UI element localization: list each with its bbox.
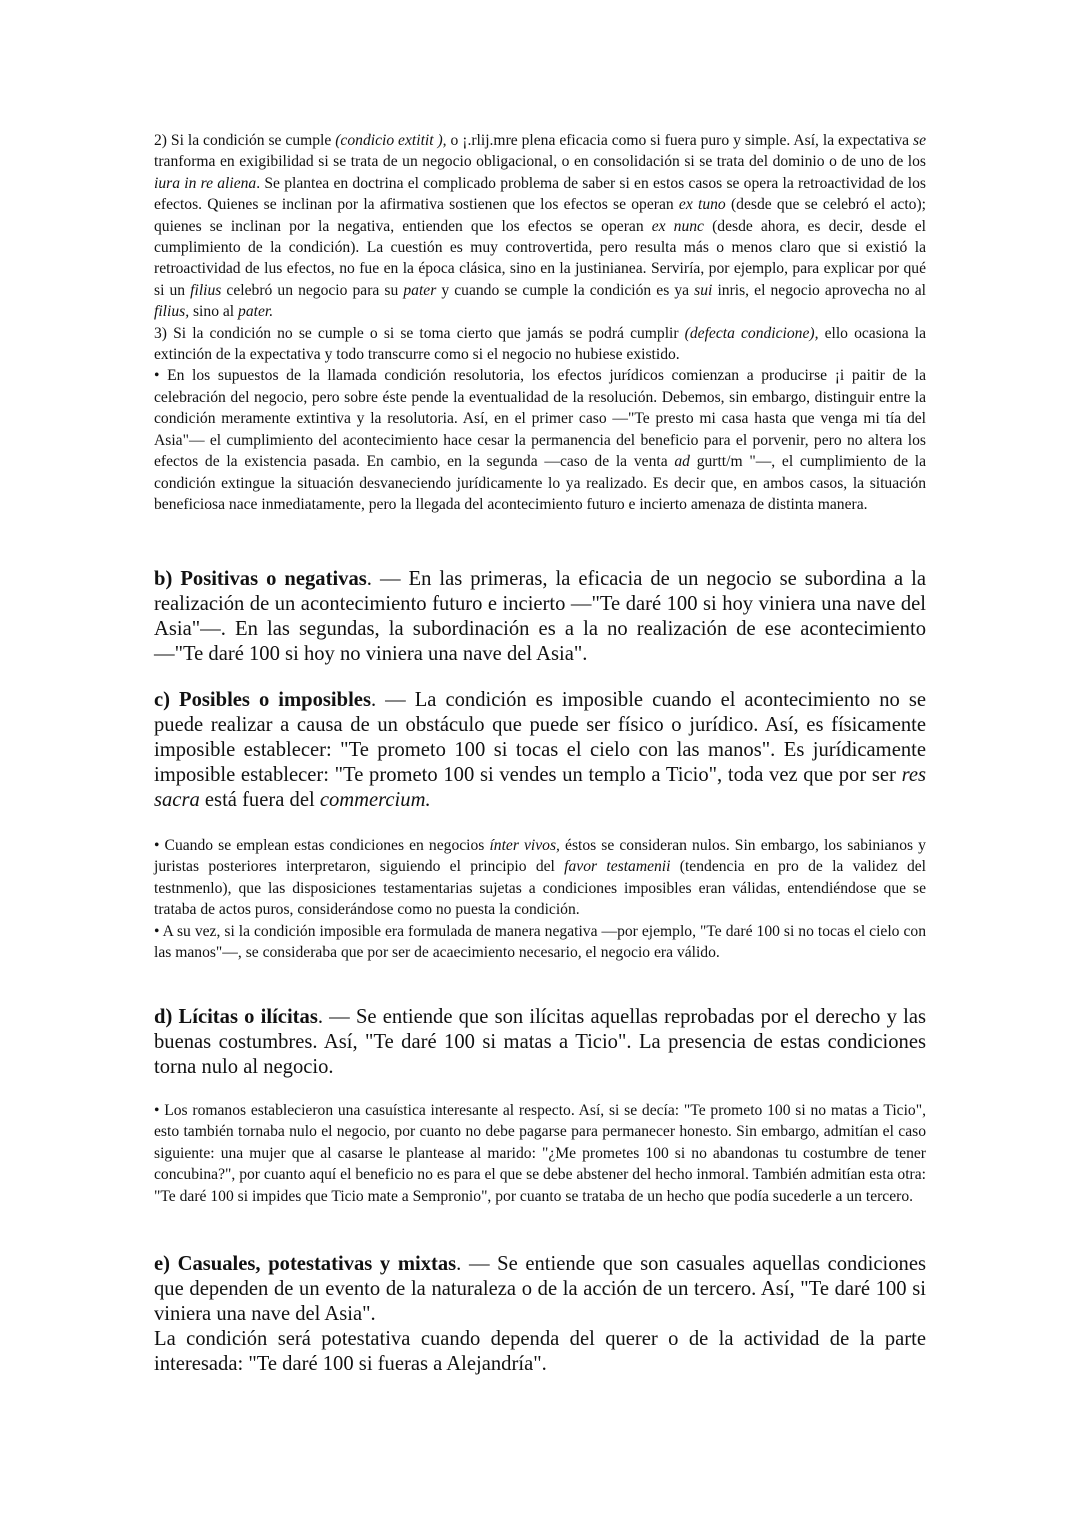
paragraph: [154, 323, 926, 366]
italic-text: se: [913, 132, 926, 149]
paragraph: [154, 365, 926, 515]
paragraph: [154, 835, 926, 921]
paragraph: [154, 921, 926, 964]
section-c-possible-impossible: [154, 688, 926, 813]
paragraph-block-effects: [154, 130, 926, 515]
text-run: 2) Si la condición se cumple: [154, 132, 336, 149]
text-run: 3) Si la condición no se cumple o si se toma cierto que jamás se podrá cumplir: [154, 324, 685, 342]
text-run: • Los romanos establecieron una casuística interesante al respecto. Así, si se decía: "Te prometo 100 si no matas a Ticio", esto también tornaba nulo el negocio, por cuanto no debe pagarse para permanecer honesto. Sin embargo, admitían el caso siguiente: una mujer que al casarse le plantease al marido: "¿Me prometes 100 si no abandonas tu costumbre de tener concubina?", por cuanto aquí el beneficio no es para el que se debe abstener del hecho inmoral. También admitían esta otra: "Te daré 100 si impides que Ticio mate a Sempronio", por cuanto se trataba de un hecho que podía sucederle a un tercero.: [154, 1102, 926, 1205]
text-run: inris, el negocio aprovecha no al: [712, 281, 926, 299]
text-run: La condición será potestativa cuando dependa del querer o de la actividad de la parte interesada: "Te daré 100 si fueras a Alejandría".: [154, 1328, 926, 1375]
text-run: • Cuando se emplean estas condiciones en negocios: [154, 837, 490, 854]
text-run: éstos se consideran nulos. Sin embargo, los sabinianos y juristas posteriores interpretaron, siguiendo el principio del: [154, 837, 926, 876]
text-run: o ¡.rlij.mre plena eficacia como si fuera puro y simple. Así, la expectativa: [446, 132, 913, 149]
text-run: (desde que se celebró el acto); quienes se inclinan por la negativa, entienden que los efectos se operan: [154, 196, 927, 235]
italic-text: ex tuno: [678, 196, 726, 214]
italic-text: ínter vivos,: [489, 837, 560, 854]
heading-text: c) Posibles o imposibles: [154, 689, 371, 711]
text-run: tranforma en exigibilidad si se trata de un negocio obligacional, o en consolidación si se trata del dominio o de uno de los: [154, 153, 926, 171]
italic-text: sui: [694, 281, 713, 299]
heading-text: d) Lícitas o ilícitas: [154, 1006, 318, 1028]
text-run: está fuera del: [199, 789, 320, 811]
text-run: ello ocasiona la extinción de la expectativa y todo transcurre como si el negocio no hubiese existido.: [154, 324, 926, 364]
text-run: . Se plantea en doctrina el complicado problema de saber si en estos casos se opera la retroactividad de los efectos. Quienes se inclinan por la afirmativa sostienen que los efectos se operan: [154, 174, 927, 214]
paragraph: [154, 1252, 926, 1327]
paragraph: [154, 567, 926, 667]
paragraph: [154, 1005, 926, 1080]
italic-text: ad: [674, 453, 690, 471]
paragraph: [154, 1327, 926, 1377]
paragraph-block-impossible-notes: [154, 835, 926, 963]
paragraph: [154, 130, 926, 323]
paragraph-block-romans-casuistry: [154, 1100, 926, 1207]
text-run: . — La condición es imposible cuando el acontecimiento no se puede realizar a causa de un obstáculo que puede ser físico o jurídico. Así, es físicamente imposible establecer: "Te prometo 100 si tocas el cielo con las manos". Es jurídicamente imposible establecer: "Te prometo 100 si vendes un templo a Ticio", toda vez que por ser: [154, 689, 926, 786]
section-b-positive-negative: [154, 567, 926, 667]
text-run: . — En las primeras, la eficacia de un negocio se subordina a la realización de un acontecimiento futuro e incierto —"Te daré 100 si hoy viniera una nave del Asia"—. En las segundas, la subordinación es a la no realización de ese acontecimiento —"Te daré 100 si hoy no viniera una nave del Asia".: [154, 568, 926, 665]
text-run: celebró un negocio para su: [221, 281, 404, 299]
italic-text: ex nunc: [651, 217, 704, 235]
paragraph: [154, 688, 926, 813]
text-run: y cuando se cumple la condición es ya: [436, 281, 695, 299]
text-run: . — Se entiende que son ilícitas aquellas reprobadas por el derecho y las buenas costumbres. Así, "Te daré 100 si matas a Ticio". La presencia de estas condiciones torna nulo al negocio.: [154, 1006, 926, 1078]
italic-text: pater: [403, 281, 437, 299]
italic-text: (defecta condicione),: [684, 324, 819, 342]
italic-text: iura in re aliena: [154, 174, 257, 192]
text-run: . — Se entiende que son casuales aquellas condiciones que dependen de un evento de la naturaleza o de la acción de un tercero. Así, "Te daré 100 si viniera una nave del Asia".: [154, 1253, 926, 1325]
italic-text: filius,: [154, 303, 190, 321]
heading-text: e) Casuales, potestativas y mixtas: [154, 1253, 457, 1275]
italic-text: filius: [190, 281, 222, 299]
italic-text: res sacra: [154, 764, 926, 811]
text-run: gurtt/m "—, el cumplimiento de la condición extingue la situación desvaneciendo jurídicamente lo ya realizado. Es decir que, en ambos casos, la situación beneficiosa nace inmediatamente, pero la llegada del acontecimiento futuro e incierto amenaza de distinta manera.: [154, 453, 926, 513]
text-run: sino al: [189, 303, 239, 321]
text-run: • En los supuestos de la llamada condición resolutoria, los efectos jurídicos comienzan a producirse ¡i paitir de la celebración del negocio, pero sobre éste pende la eventualidad de la resolución. Debemos, sin embargo, distinguir entre la condición meramente extintiva y la resolutoria. Así, en el primer caso —"Te presto mi casa hasta que venga mi tía del Asia"— el cumplimiento del acontecimiento hace cesar la permanencia del beneficio para el porvenir, pero no altera los efectos de la existencia pasada. En cambio, en la segunda —caso de la venta: [154, 367, 926, 471]
italic-text: commercium.: [319, 789, 431, 811]
paragraph: [154, 1100, 926, 1207]
heading-text: b) Positivas o negativas: [154, 568, 367, 590]
italic-text: (condicio extitit ),: [335, 132, 447, 149]
text-run: (tendencia en pro de la validez del testnmenlo), que las disposiciones testamentarias sujetas a condiciones imposibles eran válidas, entendiéndose que se trataba de actos puros, considerándose como no puesta la condición.: [154, 858, 926, 919]
text-run: (desde ahora, es decir, desde el cumplimiento de la condición). La cuestión es muy controvertida, pero resulta más o menos claro que si existió la retroactividad de lus efectos, no fue en la época clásica, sino en la justinianea. Serviría, por ejemplo, para explicar por qué si un: [154, 217, 926, 299]
italic-text: pater.: [238, 303, 274, 321]
text-run: • A su vez, si la condición imposible era formulada de manera negativa —por ejemplo, "Te daré 100 si no tocas el cielo con las manos"—, se consideraba que por ser de acaecimiento necesario, el negocio era válido.: [154, 922, 926, 962]
section-d-licit-illicit: [154, 1005, 926, 1080]
section-e-casual-potestative-mixed: [154, 1252, 926, 1377]
italic-text: favor testamenii: [564, 858, 671, 876]
